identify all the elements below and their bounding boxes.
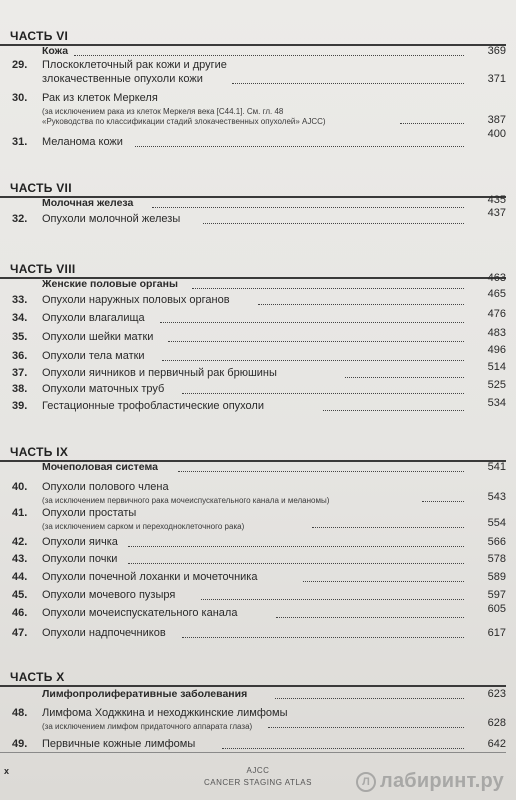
toc-entry-29[interactable] [0,59,506,87]
toc-entry-35[interactable] [0,327,506,345]
page-number: 496 [487,344,506,356]
entry-title: Опухоли маточных труб [42,383,165,395]
footer-rule [0,752,506,753]
page-number: 371 [487,73,506,85]
entry-number: 36. [12,350,28,362]
dot-leader [168,341,464,342]
entry-title: Опухоли наружных половых органов [42,294,230,306]
toc-entry-43[interactable] [0,553,506,567]
part-title: ЧАСТЬ IX [10,445,69,459]
entry-title: Опухоли тела матки [42,350,145,362]
page-number: 465 [487,288,506,300]
entry-number: 30. [12,92,28,104]
toc-section[interactable] [0,688,506,702]
part-title: ЧАСТЬ VIII [10,262,76,276]
dot-leader [74,55,464,56]
watermark-text: лабиринт.ру [380,770,504,792]
dot-leader [128,563,464,564]
toc-entry-33[interactable] [0,288,506,308]
page-number: 605 [487,603,506,615]
toc-entry-45[interactable] [0,589,506,603]
dot-leader [160,322,464,323]
toc-section[interactable] [0,272,506,292]
dot-leader [400,123,464,124]
dot-leader [275,698,464,699]
toc-entry-38[interactable] [0,379,506,397]
page-number: 437 [487,207,506,219]
section-label: Молочная железа [42,197,134,209]
toc-entry-49[interactable] [0,738,506,752]
entry-title: Опухоли молочной железы [42,213,181,225]
part-title: ЧАСТЬ X [10,670,65,684]
dot-leader [192,288,464,289]
footer-title: AJCC [246,766,270,775]
dot-leader [303,581,464,582]
section-label: Кожа [42,45,69,57]
entry-title: Опухоли яичников и первичный рак брюшины [42,367,277,379]
entry-note: (за исключением лимфом придаточного аппарата глаза) [42,722,253,731]
toc-entry-39[interactable] [0,397,506,414]
dot-leader [312,527,464,528]
page-number: 534 [487,397,506,409]
entry-number: 38. [12,383,28,395]
toc-entry-48[interactable] [0,707,506,733]
dot-leader [182,393,464,394]
dot-leader [222,748,464,749]
entry-title: Лимфома Ходжкина и неходжкинские лимфомы [42,707,288,719]
entry-number: 29. [12,59,28,71]
entry-number: 35. [12,331,28,343]
page-number: 387 [487,114,506,126]
entry-note: (за исключением сарком и переходноклеточного рака) [42,522,245,531]
entry-number: 31. [12,136,28,148]
part-title: ЧАСТЬ VI [10,29,69,43]
dot-leader [232,83,464,84]
section-label: Женские половые органы [42,278,178,290]
entry-title-cont: злокачественные опухоли кожи [42,73,203,85]
entry-note: (за исключением первичного рака мочеиспускательного канала и меланомы) [42,496,330,505]
entry-number: 44. [12,571,28,583]
page-number: 369 [487,45,506,57]
entry-number: 48. [12,707,28,719]
toc-entry-34[interactable] [0,308,506,326]
dot-leader [152,207,464,208]
entry-number: 32. [12,213,28,225]
entry-title: Опухоли влагалища [42,312,145,324]
page-number: 525 [487,379,506,391]
page-number: 476 [487,308,506,320]
dot-leader [162,360,464,361]
dot-leader [135,146,464,147]
toc-entry-36[interactable] [0,344,506,364]
toc-entry-31[interactable] [0,128,506,150]
page-number: 463 [487,272,506,284]
part-rule [0,685,506,687]
dot-leader [182,637,464,638]
toc-entry-32[interactable] [0,207,506,227]
entry-note-cont: «Руководства по классификации стадий злокачественных опухолей» AJCC) [42,117,326,126]
entry-title: Опухоли мочеиспускательного канала [42,607,238,619]
section-label: Мочеполовая система [42,461,158,473]
page-number: 628 [487,717,506,729]
page-number: 514 [487,361,506,373]
page-footer [0,758,516,800]
entry-number: 47. [12,627,28,639]
entry-title: Меланома кожи [42,136,123,148]
toc-entry-30[interactable] [0,92,506,126]
toc-entry-42[interactable] [0,536,506,550]
entry-number: 40. [12,481,28,493]
page-number: 400 [487,128,506,140]
toc-section[interactable] [0,45,506,59]
toc-section[interactable] [0,461,506,475]
entry-number: 39. [12,400,28,412]
dot-leader [345,377,464,378]
page-number-roman: x [4,766,10,776]
entry-number: 42. [12,536,28,548]
entry-number: 37. [12,367,28,379]
entry-title: Первичные кожные лимфомы [42,738,196,750]
watermark-logo-icon: Л [356,772,376,792]
page-number: 642 [487,738,506,750]
page-number: 566 [487,536,506,548]
entry-title: Опухоли почечной лоханки и мочеточника [42,571,258,583]
entry-title: Опухоли простаты [42,507,137,519]
watermark [356,770,504,793]
toc-section[interactable] [0,194,506,211]
entry-title: Рак из клеток Меркеля [42,92,158,104]
dot-leader [203,223,464,224]
entry-title: Опухоли надпочечников [42,627,166,639]
entry-note: (за исключением рака из клеток Меркеля века [С44.1]. См. гл. 48 [42,107,284,116]
entry-number: 34. [12,312,28,324]
entry-number: 33. [12,294,28,306]
part-title: ЧАСТЬ VII [10,181,72,195]
entry-title: Плоскоклеточный рак кожи и другие [42,59,227,71]
dot-leader [178,471,464,472]
page-number: 578 [487,553,506,565]
dot-leader [323,410,464,411]
page-number: 617 [487,627,506,639]
entry-number: 49. [12,738,28,750]
dot-leader [268,727,464,728]
entry-number: 43. [12,553,28,565]
toc-entry-37[interactable] [0,361,506,381]
toc-entry-47[interactable] [0,627,506,641]
page-number: 554 [487,517,506,529]
toc-entry-44[interactable] [0,571,506,585]
entry-title: Опухоли шейки матки [42,331,154,343]
dot-leader [258,304,464,305]
section-label: Лимфопролиферативные заболевания [42,688,248,700]
toc-entry-40[interactable] [0,481,506,507]
dot-leader [422,501,464,502]
page-number: 597 [487,589,506,601]
toc-entry-46[interactable] [0,603,506,621]
entry-number: 41. [12,507,28,519]
entry-title: Опухоли полового члена [42,481,169,493]
entry-number: 46. [12,607,28,619]
entry-title: Опухоли почки [42,553,118,565]
page-number: 589 [487,571,506,583]
entry-title: Опухоли мочевого пузыря [42,589,176,601]
entry-title: Опухоли яичка [42,536,118,548]
page-number: 483 [487,327,506,339]
entry-title: Гестационные трофобластические опухоли [42,400,264,412]
dot-leader [201,599,464,600]
entry-number: 45. [12,589,28,601]
page-number: 435 [487,194,506,206]
footer-subtitle: CANCER STAGING ATLAS [204,778,312,787]
page-number: 541 [487,461,506,473]
page-number: 543 [487,491,506,503]
dot-leader [276,617,464,618]
toc-entry-41[interactable] [0,507,506,533]
page-number: 623 [487,688,506,700]
dot-leader [128,546,464,547]
